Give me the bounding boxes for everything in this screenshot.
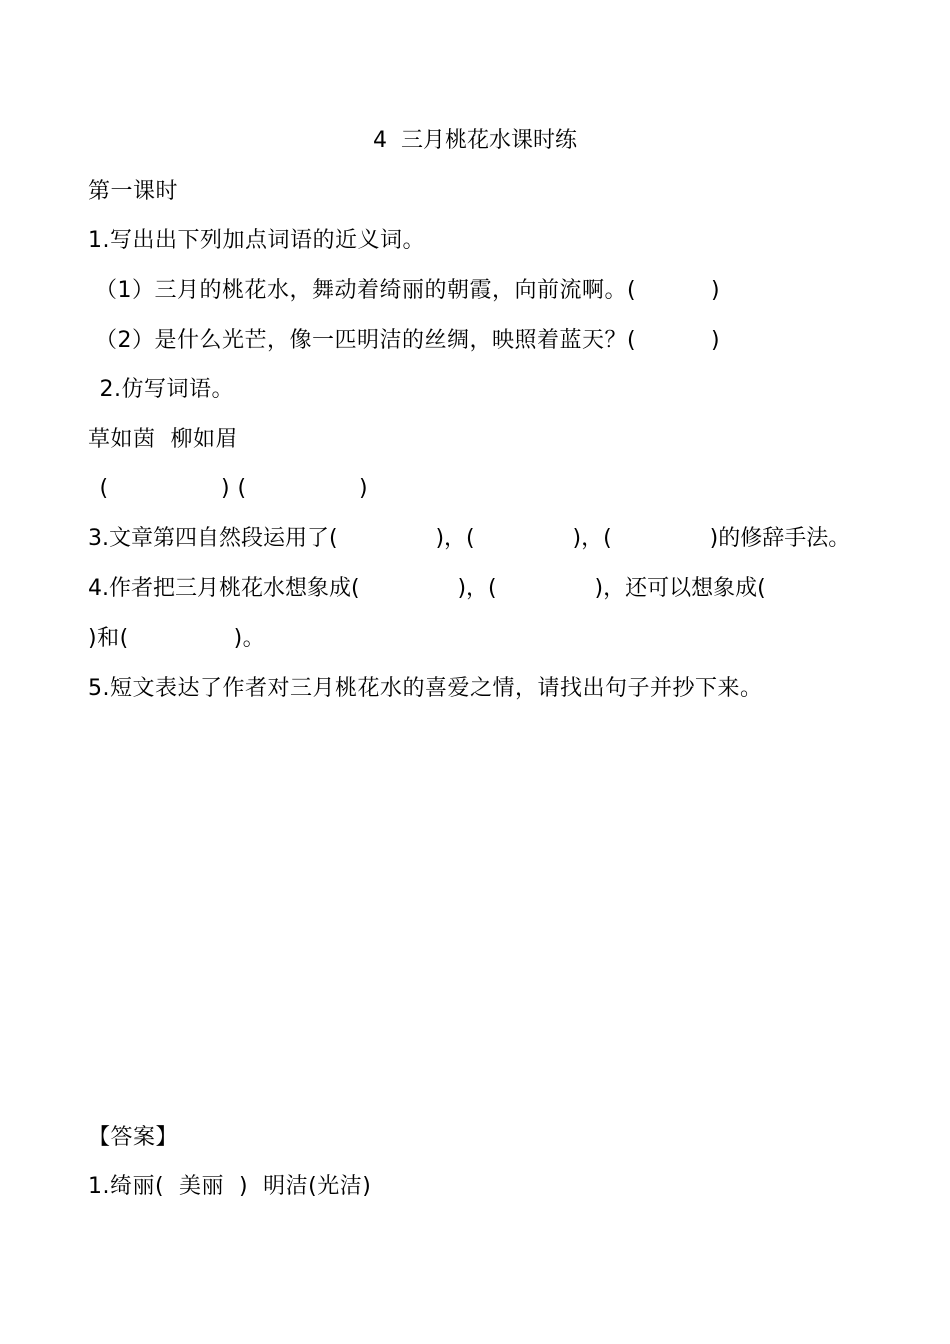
question-2: 2.仿写词语。 (92, 377, 234, 402)
question-4-line-1: 4.作者把三月桃花水想象成( )，( )，还可以想象成( (88, 576, 766, 601)
answers-heading: 【答案】 (88, 1125, 179, 1150)
page-title: 4 三月桃花水课时练 (373, 128, 577, 153)
answer-1: 1.绮丽( 美丽 ) 明洁(光洁) (88, 1174, 372, 1199)
question-1-item-2: （2）是什么光芒，像一匹明洁的丝绸，映照着蓝天？( ) (95, 328, 721, 353)
question-4-line-2: )和( )。 (88, 626, 266, 651)
question-1: 1.写出出下列加点词语的近义词。 (88, 228, 425, 253)
question-2-blanks: ( ) ( ) (92, 476, 369, 501)
question-3: 3.文章第四自然段运用了( )，( )，( )的修辞手法。 (88, 526, 851, 551)
question-5: 5.短文表达了作者对三月桃花水的喜爱之情，请找出句子并抄下来。 (88, 676, 763, 701)
question-1-item-1: （1）三月的桃花水，舞动着绮丽的朝霞，向前流啊。( ) (95, 278, 721, 303)
question-2-example: 草如茵 柳如眉 (88, 427, 238, 452)
lesson-label: 第一课时 (88, 179, 179, 204)
